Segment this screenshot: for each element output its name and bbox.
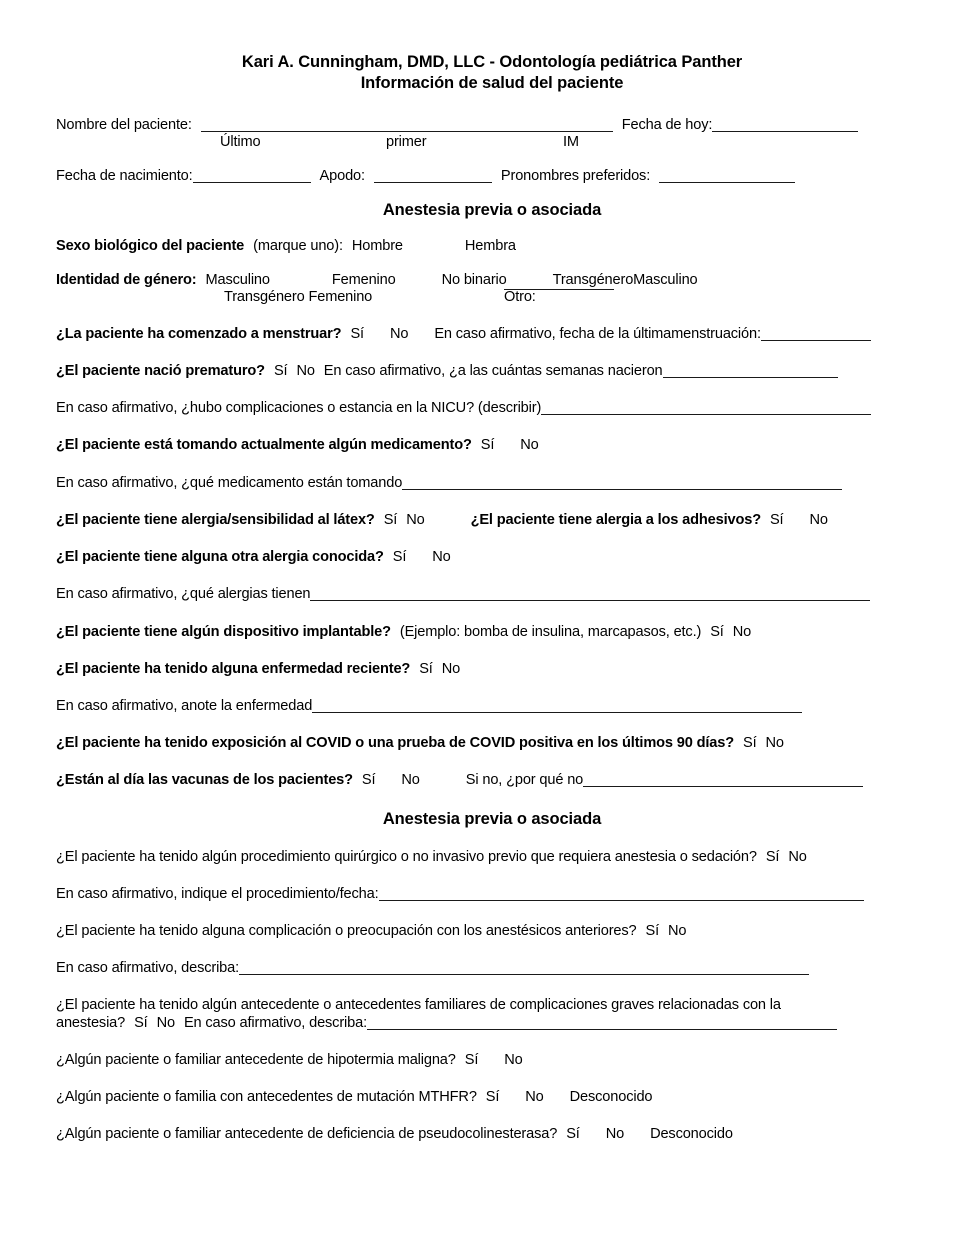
covid-no[interactable]: No: [765, 735, 784, 752]
sublabel-last-name: Último: [220, 134, 261, 151]
vaccines-reason-input[interactable]: [583, 786, 863, 787]
prior-procedure-no[interactable]: No: [788, 848, 807, 865]
name-sublabels: [56, 134, 928, 154]
hypothermia-question: ¿Algún paciente o familiar antecedente de hipotermia maligna?: [56, 1051, 456, 1068]
pseudocholinesterase-no[interactable]: No: [605, 1126, 625, 1143]
section-heading-1: Anestesia previa o asociada: [382, 201, 602, 220]
gender-option-transgenero-masculino[interactable]: TransgéneroMasculino: [552, 271, 698, 288]
dob-row: [56, 168, 928, 185]
family-history-question-line1: ¿El paciente ha tenido algún antecedente o antecedentes familiares de complicaciones graves relacionadas con la: [56, 997, 781, 1014]
question-vaccines: [56, 772, 928, 789]
question-family-history-line1: [56, 997, 928, 1014]
patient-name-label: Nombre del paciente:: [56, 116, 192, 133]
gender-option-femenino[interactable]: Femenino: [331, 271, 396, 288]
question-implantable: [56, 624, 928, 641]
premature-no[interactable]: No: [296, 362, 315, 379]
mthfr-unknown[interactable]: Desconocido: [569, 1089, 653, 1106]
medications-list-input[interactable]: [402, 489, 842, 490]
menstruation-yes[interactable]: Sí: [350, 325, 364, 342]
complications-describe-input[interactable]: [239, 974, 809, 975]
question-anesthetic-complications: [56, 923, 928, 940]
question-latex-adhesives: [56, 512, 928, 529]
gender-identity-label: Identidad de género:: [56, 271, 197, 288]
recent-illness-yes[interactable]: Sí: [419, 660, 433, 677]
question-other-allergy: [56, 549, 928, 566]
question-menstruation: [56, 326, 928, 343]
pseudocholinesterase-unknown[interactable]: Desconocido: [650, 1126, 733, 1143]
biological-sex-option-female[interactable]: Hembra: [464, 238, 516, 255]
menstruation-date-input[interactable]: [761, 340, 871, 341]
gender-option-masculino[interactable]: Masculino: [205, 271, 270, 288]
question-recent-illness-followup: [56, 698, 928, 715]
question-nicu: [56, 400, 928, 417]
section-heading-2: Anestesia previa o asociada: [382, 809, 602, 828]
adhesives-no[interactable]: No: [809, 511, 828, 528]
gender-identity-row-2: [56, 289, 928, 310]
premature-question: ¿El paciente nació prematuro?: [56, 362, 265, 379]
implantable-question: ¿El paciente tiene algún dispositivo implantable?: [56, 623, 391, 640]
gender-identity-row: [56, 272, 928, 289]
document-title: [56, 52, 928, 95]
family-history-describe-input[interactable]: [367, 1029, 837, 1030]
nickname-input[interactable]: [374, 182, 492, 183]
latex-question: ¿El paciente tiene alergia/sensibilidad al látex?: [56, 511, 375, 528]
pronouns-label: Pronombres preferidos:: [500, 168, 651, 185]
prior-procedure-yes[interactable]: Sí: [765, 848, 780, 865]
gender-option-otro-label[interactable]: Otro:: [504, 288, 536, 305]
mthfr-question: ¿Algún paciente o familia con antecedentes de mutación MTHFR?: [56, 1089, 477, 1106]
adhesives-yes[interactable]: Sí: [769, 511, 784, 528]
hypothermia-no[interactable]: No: [504, 1051, 523, 1068]
adhesives-question: ¿El paciente tiene alergia a los adhesivos?: [470, 511, 761, 528]
family-history-followup-label: En caso afirmativo, describa:: [183, 1014, 367, 1031]
patient-name-row: [56, 117, 928, 134]
pronouns-input[interactable]: [659, 182, 795, 183]
other-allergy-question: ¿El paciente tiene alguna otra alergia conocida?: [56, 549, 384, 566]
other-allergy-no[interactable]: No: [432, 549, 451, 566]
recent-illness-followup-label: En caso afirmativo, anote la enfermedad: [56, 697, 313, 714]
question-pseudocholinesterase: [56, 1126, 928, 1143]
family-history-yes[interactable]: Sí: [134, 1014, 148, 1031]
gender-option-otro-input[interactable]: [504, 289, 614, 290]
premature-yes[interactable]: Sí: [273, 362, 288, 379]
medications-yes[interactable]: Sí: [480, 437, 495, 454]
patient-name-input[interactable]: [201, 131, 613, 132]
prior-procedure-followup-label: En caso afirmativo, indique el procedimiento/fecha:: [56, 885, 379, 902]
question-medications-followup: [56, 475, 928, 492]
question-family-history-line2: [56, 1015, 928, 1032]
dob-input[interactable]: [193, 182, 311, 183]
latex-no[interactable]: No: [406, 511, 425, 528]
covid-yes[interactable]: Sí: [742, 735, 757, 752]
latex-yes[interactable]: Sí: [383, 511, 398, 528]
nicu-question: En caso afirmativo, ¿hubo complicaciones o estancia en la NICU? (describir): [56, 400, 542, 417]
sublabel-middle-initial: IM: [563, 134, 579, 151]
document-body: [56, 52, 928, 1144]
title-line-2: Información de salud del paciente: [360, 74, 624, 93]
question-other-allergy-followup: [56, 586, 928, 603]
menstruation-no[interactable]: No: [389, 325, 409, 342]
medications-followup-label: En caso afirmativo, ¿qué medicamento están tomando: [56, 474, 403, 491]
today-date-input[interactable]: [712, 131, 858, 132]
implantable-yes[interactable]: Sí: [710, 623, 724, 640]
question-anesthetic-complications-followup: [56, 960, 928, 977]
premature-weeks-input[interactable]: [663, 377, 838, 378]
vaccines-followup-label: Si no, ¿por qué no: [465, 772, 584, 789]
menstruation-followup-label: En caso afirmativo, fecha de la últimamenstruación:: [434, 325, 761, 342]
recent-illness-question: ¿El paciente ha tenido alguna enfermedad reciente?: [56, 660, 411, 677]
other-allergy-followup-label: En caso afirmativo, ¿qué alergias tienen: [56, 586, 311, 603]
family-history-question-line2: anestesia?: [56, 1014, 126, 1031]
mthfr-yes[interactable]: Sí: [485, 1089, 500, 1106]
menstruation-question: ¿La paciente ha comenzado a menstruar?: [56, 325, 342, 342]
prior-procedure-input[interactable]: [379, 900, 864, 901]
implantable-example: (Ejemplo: bomba de insulina, marcapasos, etc.): [399, 623, 702, 640]
question-premature: [56, 363, 928, 380]
pseudocholinesterase-question: ¿Algún paciente o familiar antecedente de deficiencia de pseudocolinesterasa?: [56, 1126, 558, 1143]
nickname-label: Apodo:: [319, 168, 365, 185]
complications-question: ¿El paciente ha tenido alguna complicación o preocupación con los anestésicos anteriores?: [56, 923, 637, 940]
question-recent-illness: [56, 661, 928, 678]
complications-no[interactable]: No: [668, 923, 687, 940]
today-date-label: Fecha de hoy:: [621, 116, 713, 133]
question-medications: [56, 437, 928, 454]
complications-yes[interactable]: Sí: [645, 923, 659, 940]
other-allergy-list-input[interactable]: [310, 600, 870, 601]
nicu-describe-input[interactable]: [541, 414, 871, 415]
vaccines-yes[interactable]: Sí: [361, 772, 376, 789]
medications-question: ¿El paciente está tomando actualmente algún medicamento?: [56, 437, 472, 454]
hypothermia-yes[interactable]: Sí: [464, 1051, 479, 1068]
recent-illness-input[interactable]: [312, 712, 802, 713]
vaccines-question: ¿Están al día las vacunas de los pacientes?: [56, 772, 353, 789]
biological-sex-instruction: (marque uno):: [253, 238, 343, 255]
mthfr-no[interactable]: No: [525, 1089, 544, 1106]
title-line-1: Kari A. Cunningham, DMD, LLC - Odontología pediátrica Panther: [241, 53, 743, 71]
biological-sex-option-male[interactable]: Hombre: [351, 238, 403, 255]
family-history-no[interactable]: No: [156, 1014, 175, 1031]
biological-sex-label: Sexo biológico del paciente: [56, 238, 245, 255]
question-covid: [56, 735, 928, 752]
question-mthfr: [56, 1089, 928, 1106]
covid-question: ¿El paciente ha tenido exposición al COVID o una prueba de COVID positiva en los últimos 90 días?: [56, 735, 734, 752]
prior-procedure-question: ¿El paciente ha tenido algún procedimiento quirúrgico o no invasivo previo que requiera anestesia o sedación?: [56, 848, 757, 865]
dob-label: Fecha de nacimiento:: [56, 168, 193, 185]
medications-no[interactable]: No: [520, 437, 539, 454]
gender-option-no-binario[interactable]: No binario: [441, 271, 507, 288]
implantable-no[interactable]: No: [732, 623, 752, 640]
gender-option-transgenero-femenino[interactable]: Transgénero Femenino: [224, 288, 373, 305]
biological-sex-row: [56, 238, 928, 255]
question-hypothermia: [56, 1052, 928, 1069]
premature-followup-label: En caso afirmativo, ¿a las cuántas semanas nacieron: [323, 362, 663, 379]
question-prior-procedure-followup: [56, 886, 928, 903]
complications-followup-label: En caso afirmativo, describa:: [56, 960, 240, 977]
other-allergy-yes[interactable]: Sí: [392, 549, 407, 566]
vaccines-no[interactable]: No: [401, 772, 420, 789]
question-prior-procedure: [56, 849, 928, 866]
recent-illness-no[interactable]: No: [441, 660, 461, 677]
sublabel-first-name: primer: [386, 134, 427, 151]
pseudocholinesterase-yes[interactable]: Sí: [566, 1126, 580, 1143]
